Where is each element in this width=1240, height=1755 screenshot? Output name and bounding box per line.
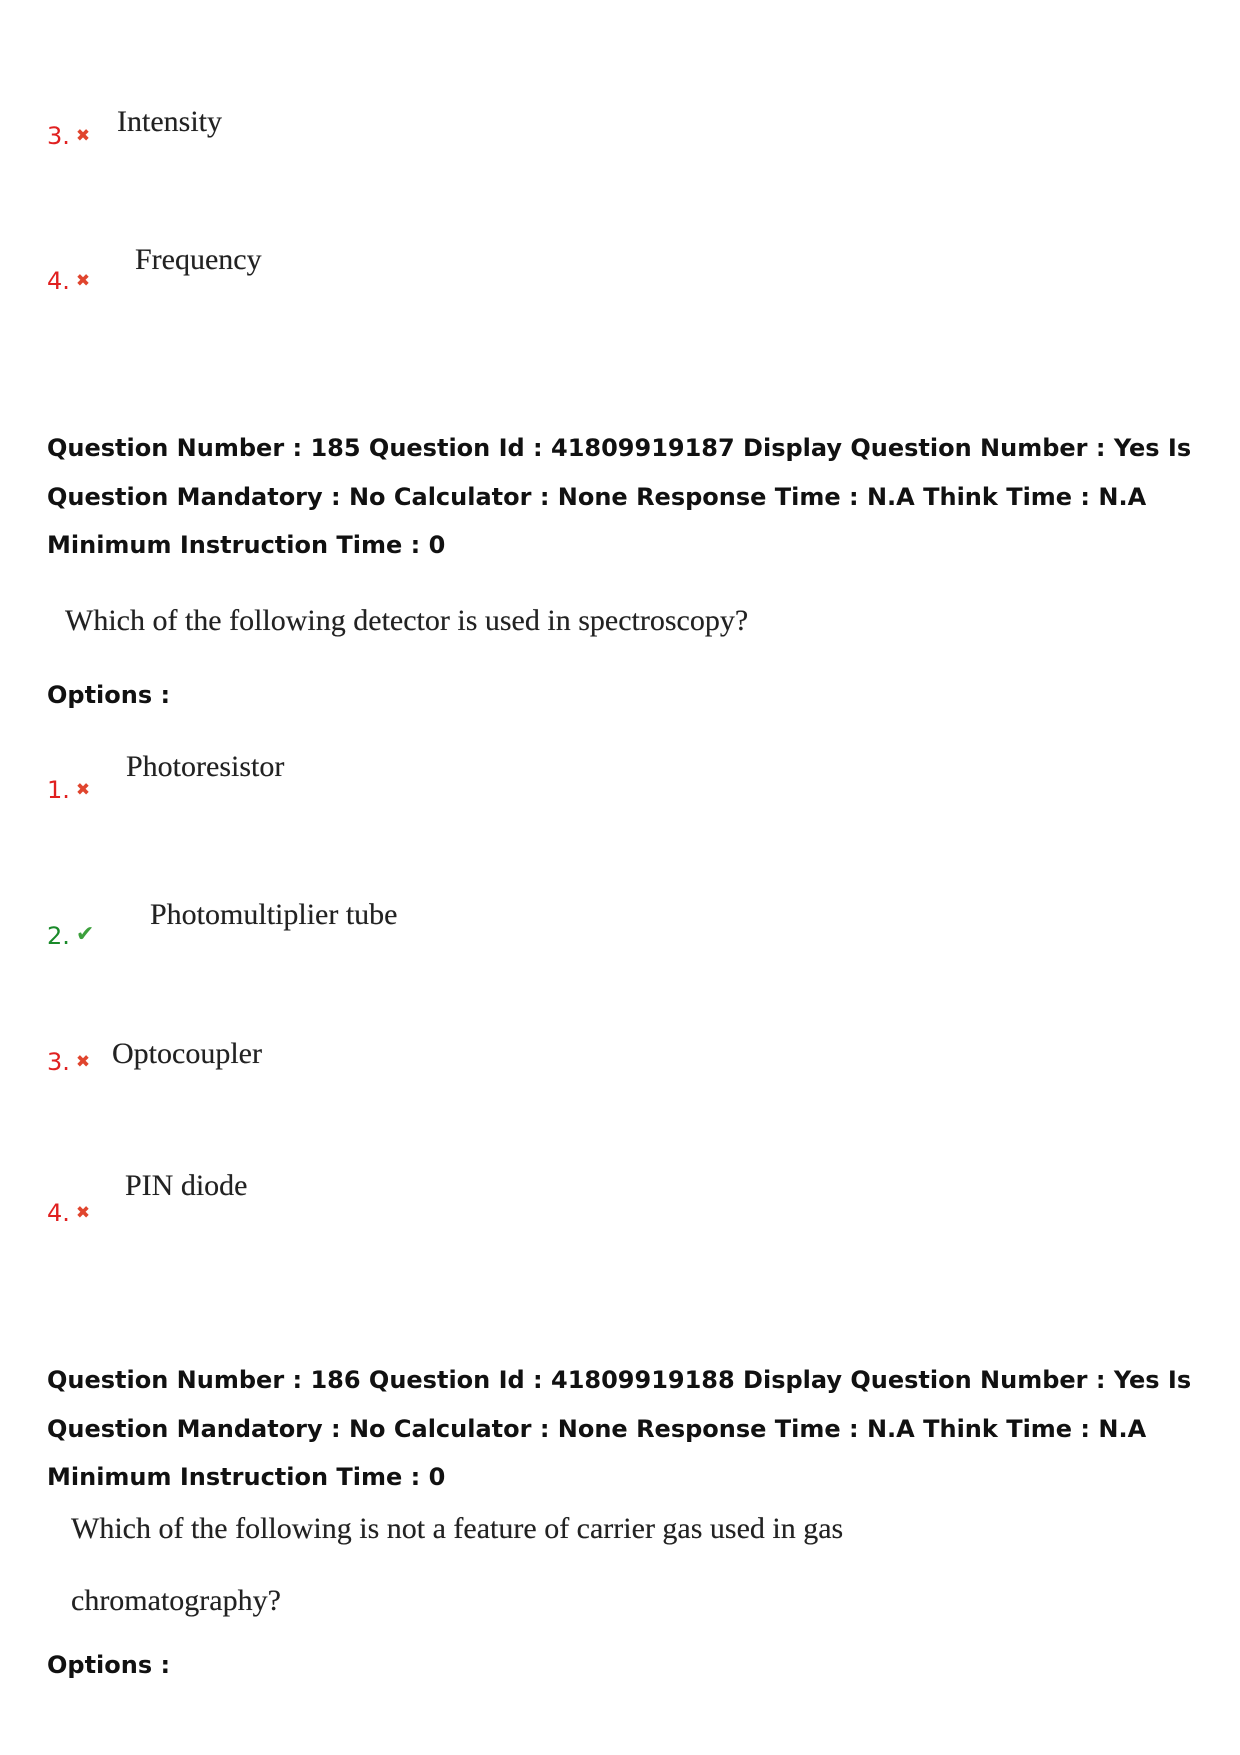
option-number: 4.: [47, 1199, 70, 1227]
option-3: [47, 1048, 90, 1077]
options-label: Options :: [47, 681, 171, 709]
option-text: Optocoupler: [112, 1037, 262, 1070]
option-4-prev: [47, 267, 90, 296]
question-185-header: Question Number : 185 Question Id : 41809919187 Display Question Number : Yes Is Question Mandatory : No Calculator : None Response Time : N.A Think Time : N.A Minimum Instruction Time : 0: [47, 434, 1192, 559]
cross-icon: ✖: [75, 780, 91, 800]
option-2: [47, 922, 94, 951]
option-number: 3.: [47, 1048, 70, 1076]
option-text: Photoresistor: [126, 750, 285, 783]
option-text: Photomultiplier tube: [150, 898, 398, 931]
question-186-text-line1: Which of the following is not a feature of carrier gas used in gas: [71, 1512, 844, 1545]
cross-icon: ✖: [75, 1203, 91, 1223]
cross-icon: ✖: [75, 126, 91, 146]
check-icon: ✔: [75, 922, 95, 947]
option-number: 4.: [47, 267, 70, 295]
cross-icon: ✖: [75, 271, 91, 291]
option-number: 3.: [47, 122, 70, 150]
option-text: PIN diode: [125, 1169, 248, 1202]
question-186-text-line2: chromatography?: [71, 1584, 281, 1617]
cross-icon: ✖: [75, 1052, 91, 1072]
option-number: 2.: [47, 922, 70, 950]
option-text: Intensity: [117, 105, 222, 138]
question-185-text: Which of the following detector is used in spectroscopy?: [65, 604, 749, 637]
option-3-prev: [47, 122, 90, 151]
option-4: [47, 1199, 90, 1228]
option-text: Frequency: [135, 243, 262, 276]
option-1: [47, 776, 90, 805]
question-186-header: Question Number : 186 Question Id : 41809919188 Display Question Number : Yes Is Question Mandatory : No Calculator : None Response Time : N.A Think Time : N.A Minimum Instruction Time : 0: [47, 1366, 1192, 1491]
options-label: Options :: [47, 1651, 171, 1679]
option-number: 1.: [47, 776, 70, 804]
